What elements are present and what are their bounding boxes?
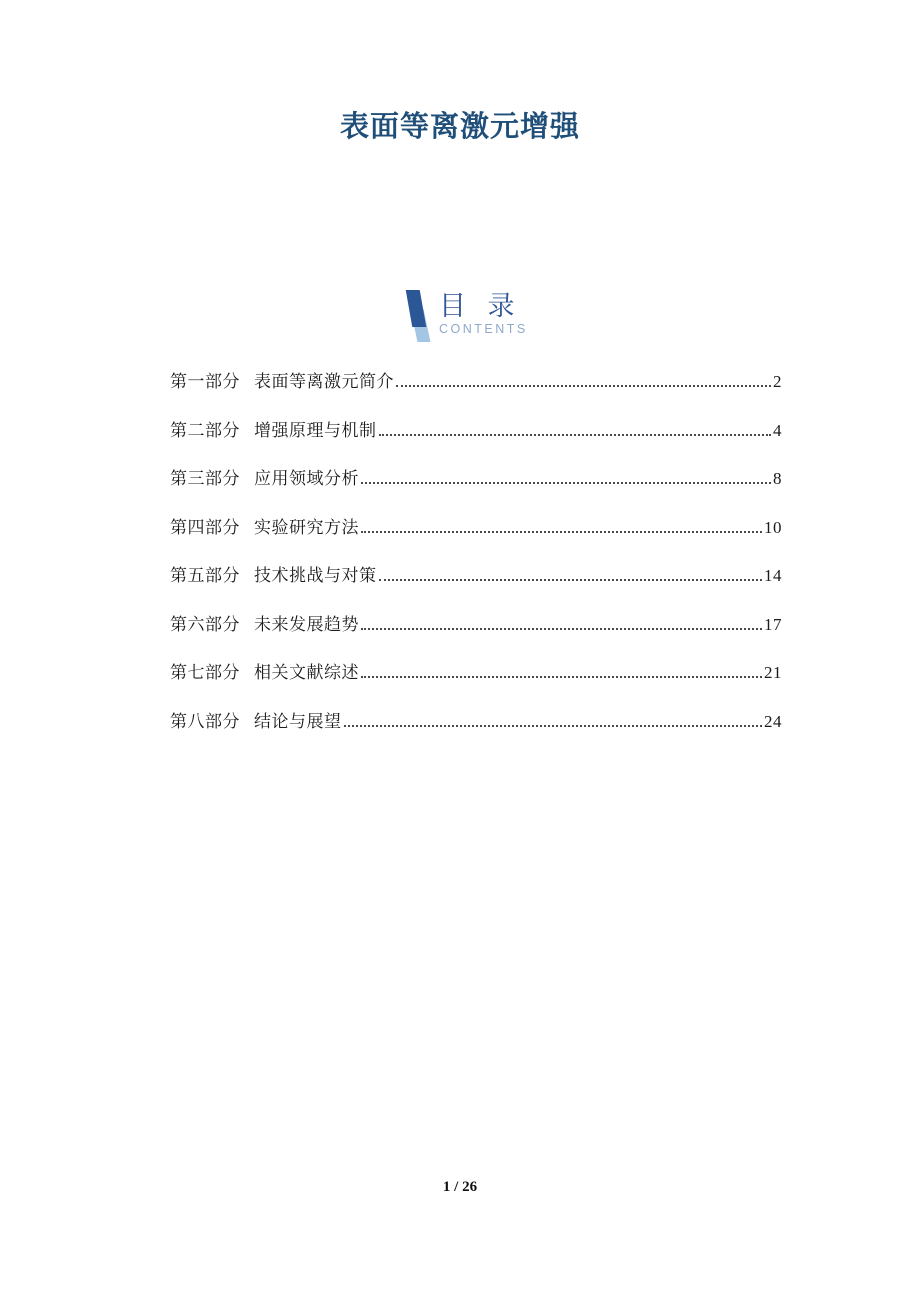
toc-dotted-leader [344, 725, 763, 727]
toc-entry[interactable] [170, 499, 782, 548]
ribbon-dark-bar [406, 290, 427, 327]
toc-dotted-leader [361, 482, 771, 484]
toc-entry[interactable] [170, 353, 782, 402]
toc-entry-page: 8 [773, 469, 782, 488]
toc-entry-title: 结论与展望 [254, 711, 342, 731]
toc-entry[interactable] [170, 450, 782, 499]
toc-entry-part: 第三部分 [170, 469, 240, 488]
toc-header [401, 283, 528, 345]
toc-dotted-leader [361, 676, 762, 678]
toc-entry-title: 增强原理与机制 [254, 420, 377, 440]
toc-entry[interactable] [170, 402, 782, 451]
toc-entry-page: 2 [773, 372, 782, 391]
toc-entry-page: 24 [764, 711, 782, 731]
toc-entry-title: 技术挑战与对策 [254, 566, 377, 585]
page-number-indicator: 1 / 26 [442, 1179, 478, 1195]
toc-subheading: CONTENTS [439, 322, 528, 336]
bookmark-ribbon-icon [401, 283, 439, 345]
toc-entry-title: 实验研究方法 [254, 517, 359, 537]
toc-dotted-leader [396, 385, 771, 387]
toc-entry-page: 14 [764, 566, 782, 585]
toc-entry-part: 第六部分 [170, 614, 240, 634]
document-title: 表面等离激元增强 [339, 111, 580, 143]
toc-dotted-leader [361, 628, 762, 630]
toc-entry-part: 第八部分 [170, 711, 240, 731]
toc-entry[interactable] [170, 644, 782, 693]
toc-dotted-leader [379, 434, 772, 436]
toc-entry-title: 相关文献综述 [254, 663, 359, 682]
toc-entry-title: 未来发展趋势 [254, 614, 359, 634]
toc-entry-page: 21 [764, 663, 782, 682]
toc-entry[interactable] [170, 596, 782, 645]
toc-entry-part: 第一部分 [170, 372, 240, 391]
toc-entry-page: 10 [764, 517, 782, 537]
toc-entry-part: 第二部分 [170, 420, 240, 440]
toc-entry-page: 4 [773, 420, 782, 440]
toc-entry-title: 应用领域分析 [254, 469, 359, 488]
toc-list [170, 353, 782, 741]
toc-entry-part: 第五部分 [170, 566, 240, 585]
toc-dotted-leader [379, 579, 763, 581]
toc-entry-part: 第四部分 [170, 517, 240, 537]
toc-heading: 目 录 [439, 291, 522, 321]
toc-entry-title: 表面等离激元简介 [254, 372, 394, 391]
toc-dotted-leader [361, 531, 762, 533]
toc-entry[interactable] [170, 693, 782, 742]
toc-heading-block [439, 283, 528, 336]
toc-entry[interactable] [170, 547, 782, 596]
toc-entry-page: 17 [764, 614, 782, 634]
toc-entry-part: 第七部分 [170, 663, 240, 682]
